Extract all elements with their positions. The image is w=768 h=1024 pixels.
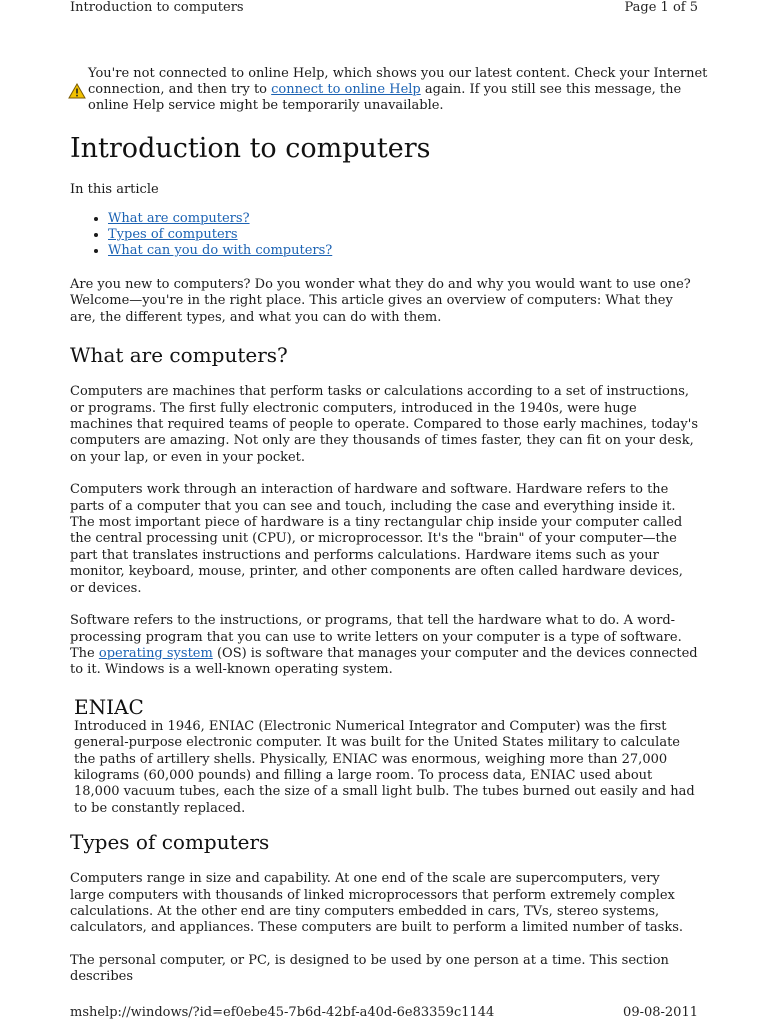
section-heading-what-are-computers: What are computers? xyxy=(70,343,288,368)
footer-url: mshelp://windows/?id=ef0ebe45-7b6d-42bf-a40d-6e83359c1144 xyxy=(70,1005,495,1020)
in-this-article-label: In this article xyxy=(70,182,159,197)
toc-link-types-of-computers[interactable]: Types of computers xyxy=(108,227,238,242)
header-title: Introduction to computers xyxy=(70,0,244,15)
paragraph: Computers are machines that perform tasks or calculations according to a set of instructions, or programs. The first fully electronic computers, introduced in the 1940s, were huge machines that required teams of people to operate. Compared to those early machines, today's computers are amazing. Not only are they thousands of times faster, they can fit on your desk, on your lap, or even in your pocket. xyxy=(70,384,699,465)
table-of-contents xyxy=(70,211,698,259)
toc-link-what-are-computers[interactable]: What are computers? xyxy=(108,211,250,226)
paragraph: The personal computer, or PC, is designed to be used by one person at a time. This section describes xyxy=(70,952,669,985)
offline-notice xyxy=(68,66,718,114)
eniac-sidebar xyxy=(74,695,698,817)
paragraph xyxy=(70,613,698,679)
toc-item xyxy=(108,211,698,227)
paragraph-text: Software refers to the instructions, or programs, that tell the hardware what to do. A word-processing program that you can use to write letters on your computer is a type of software. The xyxy=(70,613,682,661)
footer-date: 09-08-2011 xyxy=(623,1005,698,1020)
intro-paragraph: Are you new to computers? Do you wonder what they do and why you would want to use one? Welcome—you're in the right place. This article gives an overview of computers: What they are, the different types, and what you can do with them. xyxy=(70,277,691,325)
paragraph: Computers work through an interaction of hardware and software. Hardware refers to the parts of a computer that you can see and touch, including the case and everything inside it. The most important piece of hardware is a tiny rectangular chip inside your computer called the central processing unit (CPU), or microprocessor. It's the "brain" of your computer—the part that translates instructions and performs calculations. Hardware items such as your monitor, keyboard, mouse, printer, and other components are often called hardware devices, or devices. xyxy=(70,482,683,596)
toc-item xyxy=(108,227,698,243)
connect-online-help-link[interactable]: connect to online Help xyxy=(271,82,421,97)
article-title: Introduction to computers xyxy=(70,133,431,164)
article-body xyxy=(70,132,698,1002)
section-heading-types-of-computers: Types of computers xyxy=(70,830,270,855)
toc-item xyxy=(108,243,698,259)
page-number: Page 1 of 5 xyxy=(624,0,698,15)
paragraph: Computers range in size and capability. At one end of the scale are supercomputers, very large computers with thousands of linked microprocessors that perform extremely complex calculations. At the other end are tiny computers embedded in cars, TVs, stereo systems, calculators, and appliances. These computers are built to perform a limited number of tasks. xyxy=(70,871,684,936)
notice-text-after: again. If you still see this message, the online Help service might be temporarily unavailable. xyxy=(88,82,682,113)
sidebar-text: Introduced in 1946, ENIAC (Electronic Numerical Integrator and Computer) was the first general-purpose electronic computer. It was built for the United States military to calculate the paths of artillery shells. Physically, ENIAC was enormous, weighing more than 27,000 kilograms (60,000 pounds) and filling a large room. To process data, ENIAC used about 18,000 vacuum tubes, each the size of a small light bulb. The tubes burned out easily and had to be constantly replaced. xyxy=(74,718,695,816)
toc-link-what-can-you-do[interactable]: What can you do with computers? xyxy=(108,243,333,258)
notice-text-before: You're not connected to online Help, which shows you our latest content. Check your Internet connection, and then try to xyxy=(88,66,708,97)
warning-icon xyxy=(68,83,86,99)
page-header xyxy=(70,0,698,18)
sidebar-heading: ENIAC xyxy=(74,694,144,719)
paragraph-text: (OS) is software that manages your computer and the devices connected to it. Windows is a well-known operating system. xyxy=(70,645,698,678)
operating-system-link[interactable]: operating system xyxy=(98,645,213,661)
